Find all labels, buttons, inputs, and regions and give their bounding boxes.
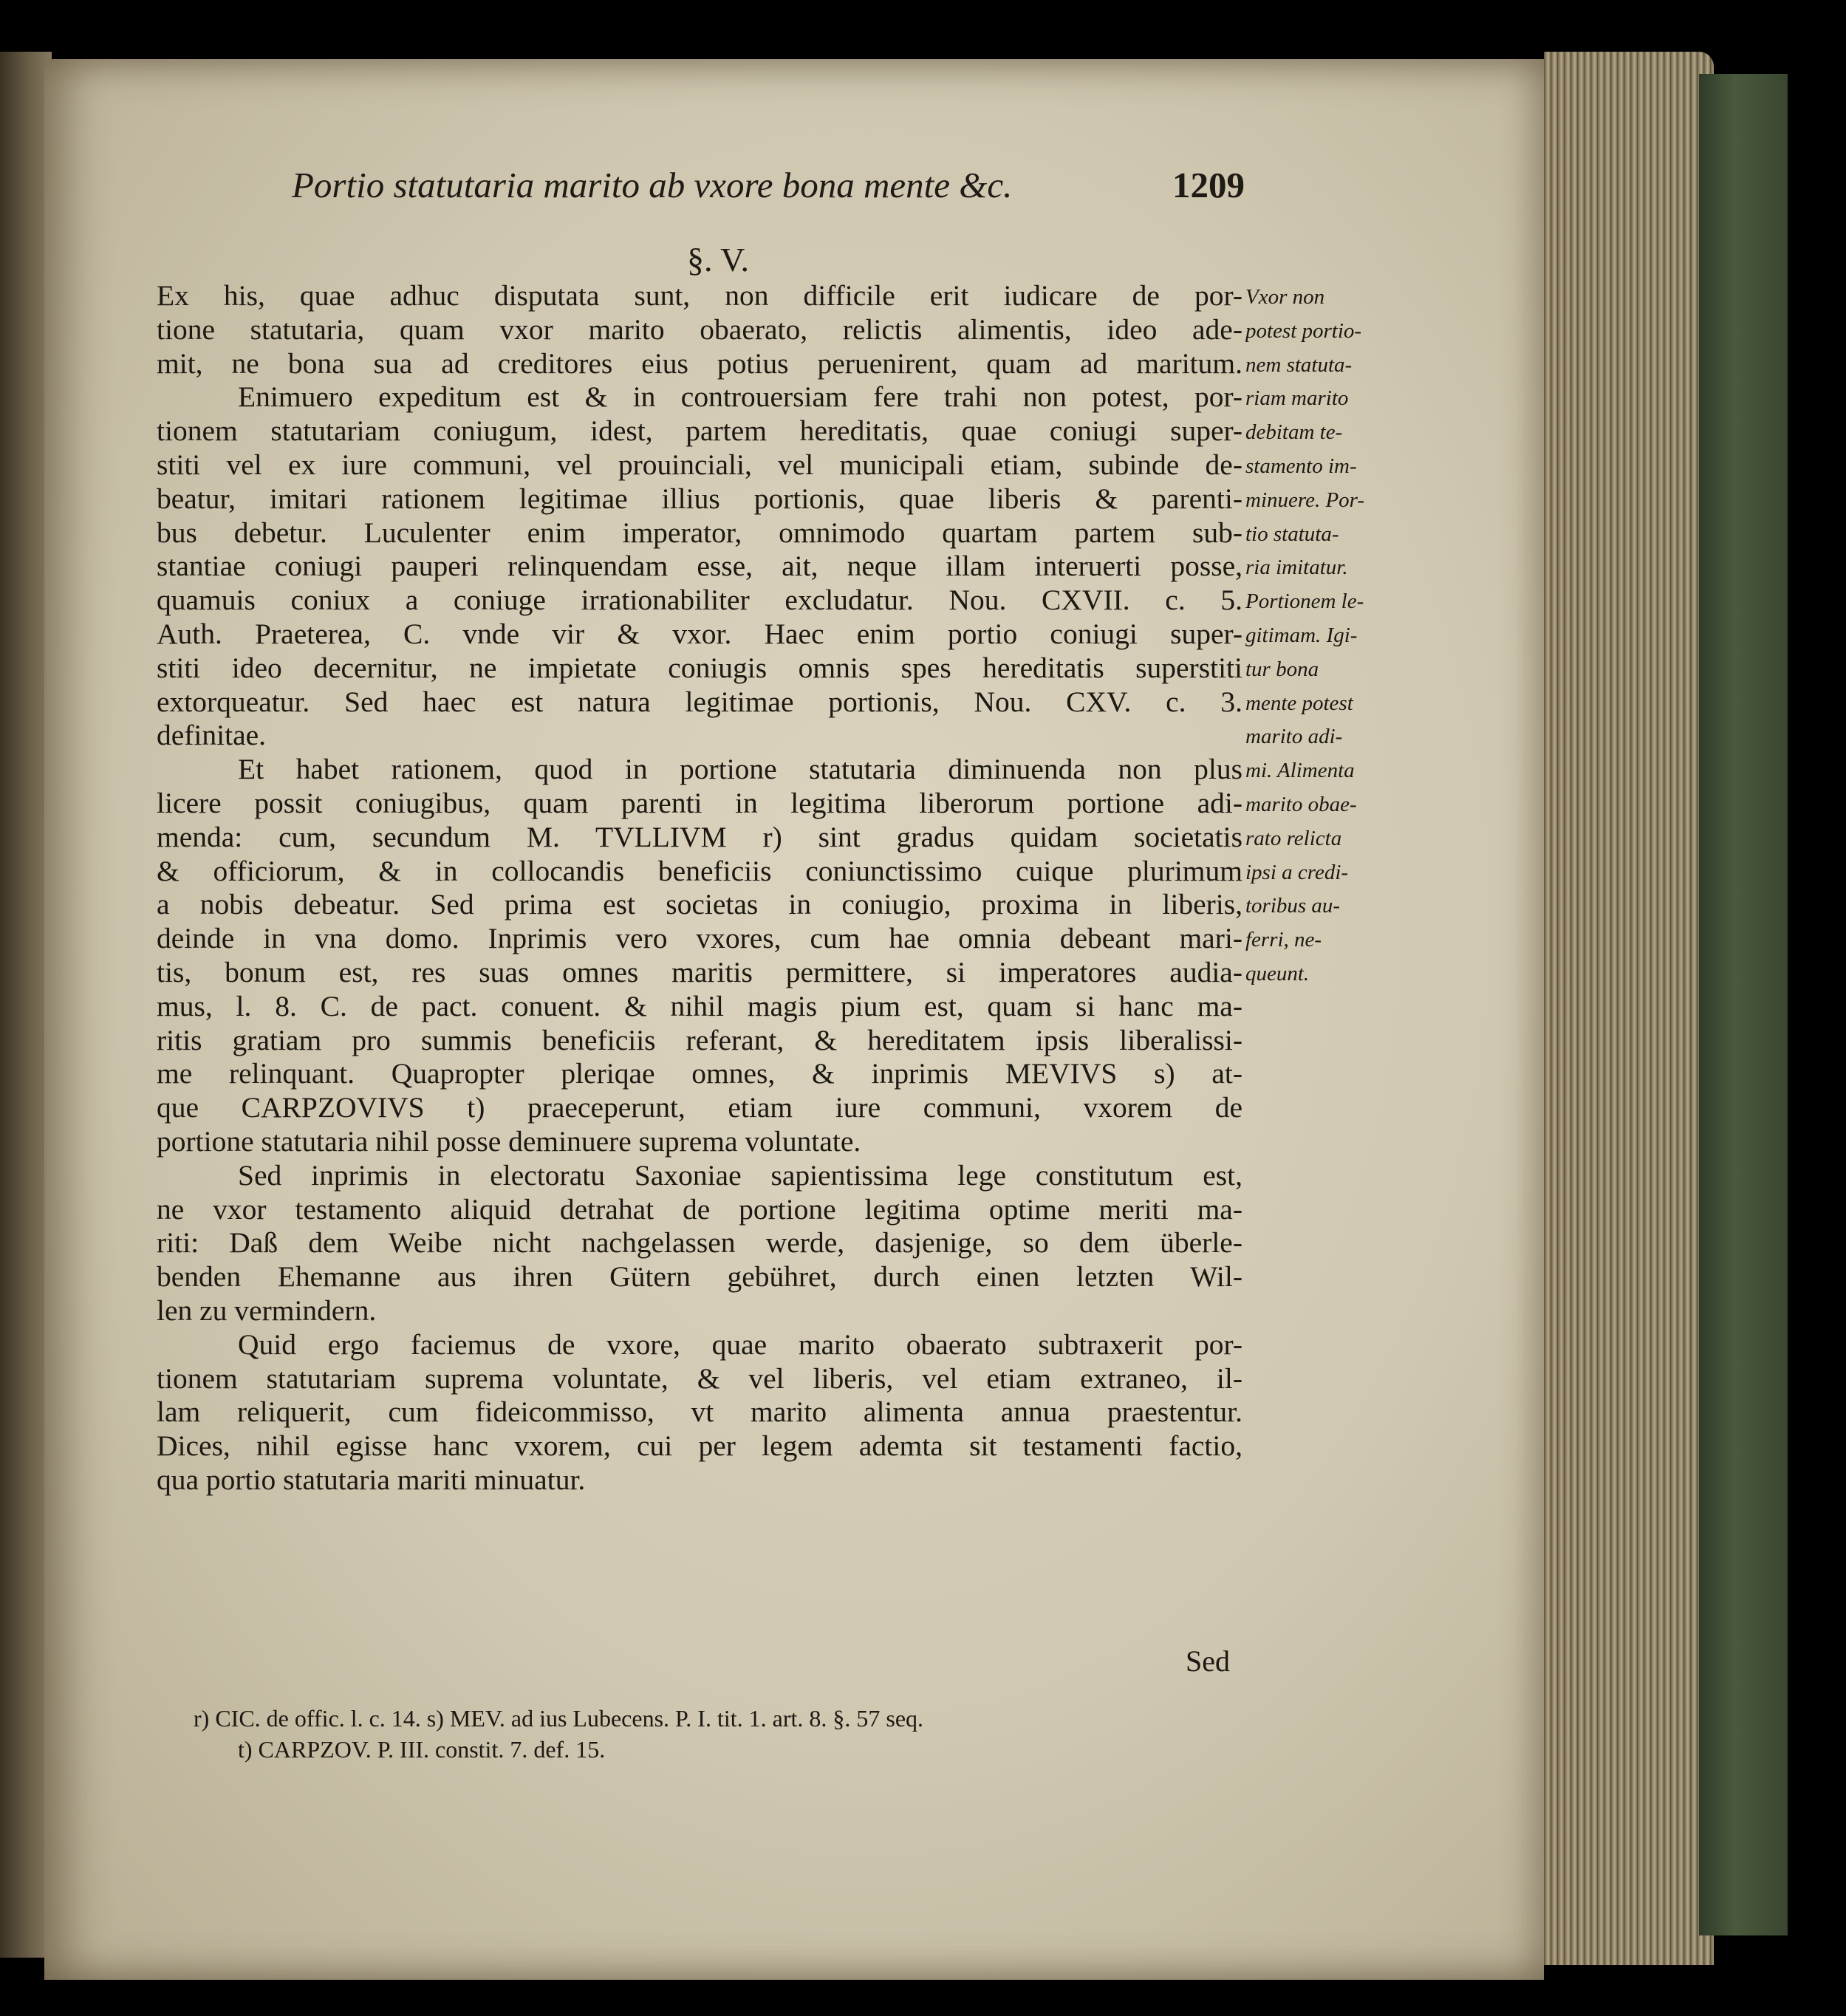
- body-text: [157, 279, 1242, 1497]
- marginal-line: tio statuta-: [1245, 522, 1339, 546]
- marginal-line: marito adi-: [1245, 725, 1343, 749]
- text-line: tionem statutariam suprema voluntate, & vel liberis, vel etiam extraneo, il-: [157, 1361, 1242, 1395]
- marginal-line: gitimam. Igi-: [1245, 623, 1358, 647]
- text-line: tis, bonum est, res suas omnes maritis permittere, si imperatores audia-: [157, 955, 1242, 988]
- text-line: Auth. Praeterea, C. vnde vir & vxor. Haec enim portio coniugi super-: [157, 617, 1242, 650]
- text-line: Et habet rationem, quod in portione statutaria diminuenda non plus: [238, 753, 1242, 786]
- marginal-line: ipsi a credi-: [1245, 860, 1349, 884]
- footnote-line: t) CARPZOV. P. III. constit. 7. def. 15.: [238, 1736, 606, 1763]
- marginal-line: mente potest: [1245, 691, 1353, 715]
- page-number: 1209: [1172, 165, 1245, 205]
- catchword: Sed: [1186, 1644, 1230, 1678]
- text-line: stiti ideo decernitur, ne impietate coniugis omnis spes hereditatis superstiti: [157, 651, 1242, 684]
- marginal-note: [1245, 281, 1401, 991]
- text-line: lam reliquerit, cum fideicommisso, vt marito alimenta annua praestentur.: [157, 1395, 1242, 1429]
- text-line: menda: cum, secundum M. TVLLIVM r) sint gradus quidam societatis: [157, 820, 1242, 853]
- text-line: portione statutaria nihil posse deminuere suprema voluntate.: [157, 1124, 861, 1158]
- marginal-line: riam marito: [1245, 386, 1349, 411]
- marginal-line: potest portio-: [1245, 318, 1362, 343]
- marginal-line: ferri, ne-: [1245, 928, 1322, 952]
- text-line: tione statutaria, quam vxor marito obaerato, relictis alimentis, ideo ade-: [157, 312, 1242, 346]
- text-line: Quid ergo faciemus de vxore, quae marito obaerato subtraxerit por-: [238, 1328, 1242, 1361]
- text-line: mit, ne bona sua ad creditores eius potius peruenirent, quam ad maritum.: [157, 346, 1242, 380]
- text-line: tionem statutariam coniugum, idest, partem hereditatis, quae coniugi super-: [157, 414, 1242, 448]
- text-line: que CARPZOVIVS t) praeceperunt, etiam iure communi, vxorem de: [157, 1091, 1242, 1124]
- text-line: Sed inprimis in electoratu Saxoniae sapientissima lege constitutum est,: [238, 1158, 1242, 1192]
- text-line: definitae.: [157, 719, 267, 752]
- text-line: benden Ehemanne aus ihren Gütern gebühret, durch einen letzten Wil-: [157, 1260, 1242, 1294]
- text-line: beatur, imitari rationem legitimae illius portionis, quae liberis & parenti-: [157, 482, 1242, 515]
- text-line: len zu vermindern.: [157, 1294, 377, 1327]
- text-line: deinde in vna domo. Inprimis vero vxores, cum hae omnia debeant mari-: [157, 922, 1242, 955]
- section-heading: §. V.: [687, 241, 749, 279]
- text-line: riti: Daß dem Weibe nicht nachgelassen werde, dasjenige, so dem überle-: [157, 1226, 1242, 1260]
- marginal-line: debitam te-: [1245, 420, 1343, 445]
- text-line: ne vxor testamento aliquid detrahat de portione legitima optime meriti ma-: [157, 1192, 1242, 1226]
- marginal-line: rato relicta: [1245, 826, 1342, 850]
- marginal-line: tur bona: [1245, 657, 1319, 681]
- text-line: stantiae coniugi pauperi relinquendam esse, ait, neque illam interuerti posse,: [157, 550, 1242, 583]
- marginal-line: nem statuta-: [1245, 352, 1353, 377]
- marginal-line: queunt.: [1245, 961, 1310, 985]
- marginal-line: mi. Alimenta: [1245, 759, 1355, 783]
- text-line: ritis gratiam pro summis beneficiis referant, & hereditatem ipsis liberalissi-: [157, 1023, 1242, 1056]
- text-line: stiti vel ex iure communi, vel prouinciali, vel municipali etiam, subinde de-: [157, 448, 1242, 481]
- text-line: bus debetur. Luculenter enim imperator, omnimodo quartam partem sub-: [157, 516, 1242, 549]
- text-line: extorqueatur. Sed haec est natura legitimae portionis, Nou. CXV. c. 3.: [157, 685, 1242, 718]
- marginal-line: stamento im-: [1245, 454, 1357, 478]
- marginal-line: minuere. Por-: [1245, 488, 1365, 512]
- page-block-edge: [1544, 52, 1714, 1965]
- footnote-line: r) CIC. de offic. l. c. 14. s) MEV. ad ius Lubecens. P. I. tit. 1. art. 8. §. 57 seq.: [194, 1705, 924, 1732]
- text-line: mus, l. 8. C. de pact. conuent. & nihil magis pium est, quam si hanc ma-: [157, 989, 1242, 1022]
- marginal-line: toribus au-: [1245, 894, 1341, 918]
- text-line: Dices, nihil egisse hanc vxorem, cui per legem ademta sit testamenti factio,: [157, 1429, 1242, 1463]
- text-line: licere possit coniugibus, quam parenti in legitima liberorum portione adi-: [157, 786, 1242, 819]
- footnotes: [194, 1703, 1250, 1765]
- running-head: [292, 164, 1245, 206]
- text-line: quamuis coniux a coniuge irrationabiliter excludatur. Nou. CXVII. c. 5.: [157, 584, 1242, 617]
- text-line: qua portio statutaria mariti minuatur.: [157, 1463, 586, 1496]
- text-line: Ex his, quae adhuc disputata sunt, non difficile erit iudicare de por-: [157, 279, 1242, 312]
- book-cover-edge: [1699, 74, 1788, 1935]
- running-head-title: Portio statutaria marito ab vxore bona mente &c.: [292, 165, 1013, 205]
- marginal-line: Portionem le-: [1245, 590, 1364, 614]
- text-line: me relinquant. Quapropter pleriqae omnes, & inprimis MEVIVS s) at-: [157, 1057, 1242, 1090]
- marginal-line: Vxor non: [1245, 285, 1325, 309]
- marginal-line: marito obae-: [1245, 792, 1357, 816]
- marginal-line: ria imitatur.: [1245, 556, 1348, 580]
- text-line: & officiorum, & in collocandis beneficiis coniunctissimo cuique plurimum: [157, 854, 1242, 887]
- text-line: Enimuero expeditum est & in controuersiam fere trahi non potest, por-: [238, 380, 1242, 414]
- text-line: a nobis debeatur. Sed prima est societas in coniugio, proxima in liberis,: [157, 888, 1242, 921]
